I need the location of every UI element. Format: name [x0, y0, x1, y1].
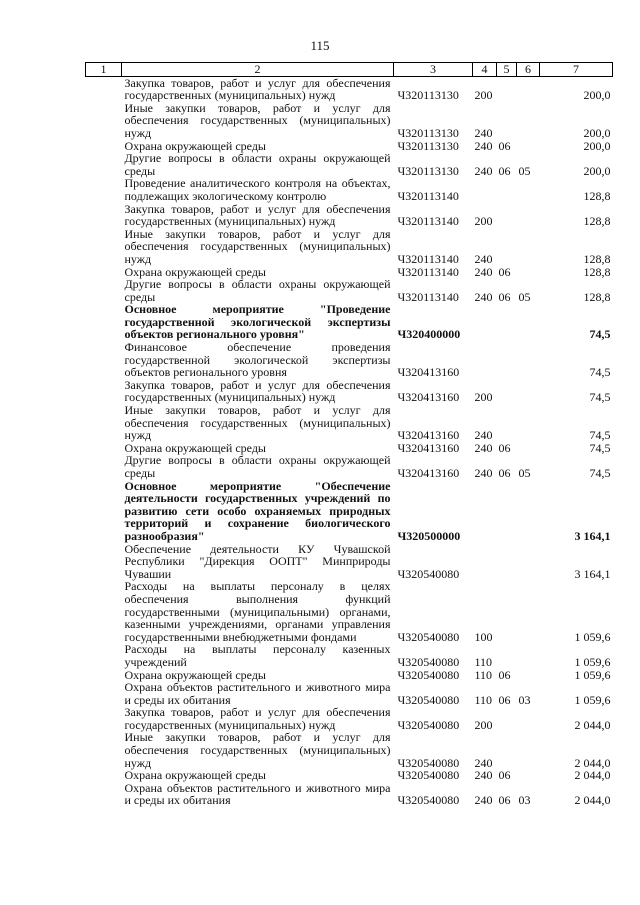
row-amount-cell: 74,5 — [589, 390, 611, 405]
row-blank-cell — [86, 669, 122, 682]
row-rz-cell — [497, 341, 517, 379]
row-amount-cell: 2 044,0 — [574, 793, 611, 808]
row-rz-cell — [497, 379, 517, 404]
row-code-cell: Ч320540080 — [397, 629, 460, 644]
row-vr-cell: 240 — [474, 440, 493, 455]
row-pr-cell — [517, 228, 540, 266]
row-name-cell: Расходы на выплаты персоналу в целях обеспечения выполнения функций государственными (муниципальными) органами, казенными учреждениями, органами управления государственными внебюджетными фондами — [124, 579, 391, 644]
row-code-cell: Ч320540080 — [397, 654, 460, 669]
table-row — [86, 102, 613, 140]
row-pr-cell — [517, 102, 540, 140]
page-number: 115 — [310, 38, 330, 53]
row-name-cell: Охрана объектов растительного и животного мира и среды их обитания — [124, 680, 391, 707]
row-rz-cell: 06 — [498, 667, 511, 682]
row-code-cell: Ч320540080 — [397, 793, 460, 808]
row-code-cell: Ч320113140 — [397, 214, 459, 229]
row-blank-cell — [86, 303, 122, 341]
row-blank-cell — [86, 278, 122, 303]
row-vr-cell: 240 — [474, 163, 493, 178]
row-rz-cell — [497, 177, 517, 202]
row-rz-cell — [497, 404, 517, 442]
row-amount-cell: 128,8 — [583, 188, 611, 203]
row-blank-cell — [86, 769, 122, 782]
row-code-cell: Ч320113130 — [397, 125, 459, 140]
row-code-cell: Ч320540080 — [397, 755, 460, 770]
row-pr-cell — [517, 580, 540, 643]
row-rz-cell — [497, 102, 517, 140]
row-amount-cell: 200,0 — [583, 88, 611, 103]
row-blank-cell — [86, 480, 122, 543]
row-vr-cell: 240 — [474, 755, 493, 770]
row-code-cell: Ч320413160 — [397, 365, 460, 380]
row-blank-cell — [86, 140, 122, 153]
row-vr-cell: 110 — [474, 692, 493, 707]
row-code-cell: Ч320113140 — [397, 289, 459, 304]
row-name-cell: Проведение аналитического контроля на объектах, подлежащих экологическому контролю — [124, 176, 391, 203]
row-vr-cell: 240 — [474, 793, 493, 808]
row-blank-cell — [86, 177, 122, 202]
row-pr-cell — [517, 769, 540, 782]
row-blank-cell — [86, 266, 122, 279]
row-code-cell: Ч320540080 — [397, 692, 460, 707]
row-vr-cell — [473, 341, 497, 379]
row-pr-cell — [517, 140, 540, 153]
header-col-6: 6 — [517, 63, 540, 77]
row-rz-cell — [497, 480, 517, 543]
row-name-cell: Охрана окружающей среды — [124, 667, 266, 682]
row-blank-cell — [86, 102, 122, 140]
row-vr-cell: 110 — [474, 667, 493, 682]
row-blank-cell — [86, 404, 122, 442]
row-amount-cell: 128,8 — [583, 251, 611, 266]
row-blank-cell — [86, 341, 122, 379]
row-blank-cell — [86, 731, 122, 769]
table-row — [86, 782, 613, 807]
row-name-cell: Иные закупки товаров, работ и услуг для обеспечения государственных (муниципальных) нужд — [124, 403, 391, 443]
row-amount-cell: 1 059,6 — [574, 667, 611, 682]
row-code-cell: Ч320500000 — [397, 528, 461, 543]
row-blank-cell — [86, 706, 122, 731]
table-row — [86, 543, 613, 581]
table-row — [86, 731, 613, 769]
row-blank-cell — [86, 442, 122, 455]
row-name-cell: Охрана окружающей среды — [124, 440, 266, 455]
row-amount-cell: 2 044,0 — [574, 755, 611, 770]
row-amount-cell: 74,5 — [589, 327, 611, 342]
budget-table — [85, 62, 613, 807]
table-row — [86, 152, 613, 177]
row-blank-cell — [86, 543, 122, 581]
row-rz-cell: 06 — [498, 289, 511, 304]
row-blank-cell — [86, 76, 122, 102]
table-row — [86, 643, 613, 668]
row-rz-cell: 06 — [498, 692, 511, 707]
row-pr-cell — [517, 442, 540, 455]
row-vr-cell: 240 — [474, 138, 493, 153]
row-rz-cell — [497, 580, 517, 643]
row-rz-cell — [497, 643, 517, 668]
row-rz-cell: 06 — [498, 163, 511, 178]
table-row — [86, 706, 613, 731]
row-blank-cell — [86, 454, 122, 479]
table-row — [86, 278, 613, 303]
table-row — [86, 480, 613, 543]
row-pr-cell — [517, 643, 540, 668]
row-code-cell: Ч320540080 — [397, 717, 460, 732]
row-pr-cell — [517, 543, 540, 581]
row-name-cell: Охрана окружающей среды — [124, 138, 266, 153]
table-row — [86, 303, 613, 341]
row-rz-cell — [497, 228, 517, 266]
row-code-cell: Ч320113130 — [397, 138, 459, 153]
row-amount-cell: 74,5 — [589, 440, 611, 455]
row-vr-cell: 110 — [474, 654, 493, 669]
row-name-cell: Другие вопросы в области охраны окружающей среды — [124, 151, 391, 178]
row-amount-cell: 200,0 — [583, 138, 611, 153]
row-pr-cell — [517, 404, 540, 442]
row-pr-cell: 05 — [518, 466, 531, 480]
row-pr-cell — [517, 731, 540, 769]
row-name-cell: Охрана окружающей среды — [124, 264, 266, 279]
row-amount-cell: 74,5 — [589, 466, 611, 480]
row-amount-cell: 74,5 — [589, 428, 611, 443]
table-row — [86, 769, 613, 782]
row-amount-cell: 200,0 — [583, 125, 611, 140]
row-code-cell: Ч320540080 — [397, 667, 460, 682]
row-code-cell: Ч320413160 — [397, 440, 460, 455]
row-rz-cell: 06 — [498, 793, 511, 808]
row-name-cell: Другие вопросы в области охраны окружающей среды — [124, 453, 391, 480]
row-amount-cell: 128,8 — [583, 264, 611, 279]
row-rz-cell: 06 — [498, 138, 511, 153]
row-blank-cell — [86, 643, 122, 668]
header-col-1: 1 — [86, 63, 122, 77]
row-vr-cell: 200 — [474, 88, 493, 103]
row-pr-cell — [517, 706, 540, 731]
row-rz-cell — [497, 303, 517, 341]
row-pr-cell: 03 — [518, 692, 531, 707]
row-name-cell: Финансовое обеспечение проведения государственной экологической экспертизы объектов регионального уровня — [124, 340, 391, 380]
row-name-cell: Обеспечение деятельности КУ Чувашской Республики "Дирекция ООПТ" Минприроды Чувашии — [124, 541, 391, 581]
row-code-cell: Ч320413160 — [397, 466, 460, 480]
row-amount-cell: 74,5 — [589, 365, 611, 380]
row-rz-cell — [497, 76, 517, 102]
row-name-cell: Закупка товаров, работ и услуг для обеспечения государственных (муниципальных) нужд — [124, 705, 391, 732]
row-vr-cell — [473, 177, 497, 202]
row-name-cell: Охрана окружающей среды — [124, 768, 266, 783]
row-name-cell: Закупка товаров, работ и услуг для обеспечения государственных (муниципальных) нужд — [124, 75, 391, 103]
row-vr-cell: 240 — [474, 768, 493, 783]
row-name-cell: Закупка товаров, работ и услуг для обеспечения государственных (муниципальных) нужд — [124, 201, 391, 229]
row-blank-cell — [86, 379, 122, 404]
row-blank-cell — [86, 228, 122, 266]
row-rz-cell: 06 — [498, 768, 511, 783]
table-row — [86, 404, 613, 442]
table-row — [86, 177, 613, 202]
row-pr-cell — [517, 480, 540, 543]
row-pr-cell: 03 — [518, 793, 531, 808]
row-rz-cell — [497, 731, 517, 769]
row-code-cell: Ч320113140 — [397, 264, 459, 279]
row-pr-cell — [517, 177, 540, 202]
row-vr-cell: 240 — [474, 428, 493, 443]
row-blank-cell — [86, 782, 122, 807]
row-amount-cell: 1 059,6 — [574, 629, 611, 644]
row-pr-cell — [517, 266, 540, 279]
row-name-cell: Охрана объектов растительного и животного мира и среды их обитания — [124, 780, 391, 808]
table-header-row — [86, 63, 613, 77]
row-rz-cell — [497, 706, 517, 731]
row-amount-cell: 128,8 — [583, 214, 611, 229]
row-pr-cell — [517, 203, 540, 228]
row-blank-cell — [86, 580, 122, 643]
row-name-cell: Другие вопросы в области охраны окружающей среды — [124, 277, 391, 304]
table-row — [86, 379, 613, 404]
header-col-7: 7 — [540, 63, 613, 77]
row-vr-cell: 240 — [474, 125, 493, 140]
header-col-4: 4 — [473, 63, 497, 77]
row-vr-cell: 240 — [474, 264, 493, 279]
row-code-cell: Ч320540080 — [397, 566, 460, 581]
row-pr-cell — [517, 303, 540, 341]
row-name-cell: Иные закупки товаров, работ и услуг для обеспечения государственных (муниципальных) нужд — [124, 730, 391, 770]
row-amount-cell: 3 164,1 — [574, 528, 611, 543]
row-pr-cell: 05 — [518, 163, 531, 178]
table-row — [86, 228, 613, 266]
row-blank-cell — [86, 152, 122, 177]
row-vr-cell: 240 — [474, 289, 493, 304]
row-amount-cell: 2 044,0 — [574, 768, 611, 783]
row-pr-cell — [517, 379, 540, 404]
row-vr-cell: 200 — [474, 390, 493, 405]
row-vr-cell: 100 — [474, 629, 493, 644]
row-vr-cell: 200 — [474, 717, 493, 732]
table-row — [86, 341, 613, 379]
row-code-cell: Ч320413160 — [397, 390, 460, 405]
row-pr-cell — [517, 669, 540, 682]
row-rz-cell — [497, 543, 517, 581]
table-row — [86, 203, 613, 228]
row-code-cell: Ч320540080 — [397, 768, 460, 783]
row-pr-cell: 05 — [518, 289, 531, 304]
row-amount-cell: 2 044,0 — [574, 717, 611, 732]
row-blank-cell — [86, 681, 122, 706]
row-name-cell: Основное мероприятие "Обеспечение деятельности государственных учреждений по развитию сети особо охраняемых природных территорий и сохранение биологического разнообразия" — [124, 478, 391, 543]
row-rz-cell: 06 — [498, 440, 511, 455]
row-rz-cell — [497, 203, 517, 228]
row-amount-cell: 128,8 — [583, 289, 611, 304]
row-blank-cell — [86, 203, 122, 228]
header-col-5: 5 — [497, 63, 517, 77]
row-amount-cell: 200,0 — [583, 163, 611, 178]
row-code-cell: Ч320400000 — [397, 327, 461, 342]
row-rz-cell: 06 — [498, 264, 511, 279]
row-name-cell: Иные закупки товаров, работ и услуг для обеспечения государственных (муниципальных) нужд — [124, 100, 391, 140]
row-vr-cell: 240 — [474, 251, 493, 266]
table-row — [86, 681, 613, 706]
row-name-cell: Расходы на выплаты персоналу казенных учреждений — [124, 642, 391, 669]
row-code-cell: Ч320413160 — [397, 428, 460, 443]
row-amount-cell: 3 164,1 — [574, 566, 611, 581]
table-row — [86, 580, 613, 643]
row-amount-cell: 1 059,6 — [574, 654, 611, 669]
row-name-cell: Основное мероприятие "Проведение государственной экологической экспертизы объектов регионального уровня" — [124, 302, 391, 342]
row-code-cell: Ч320113130 — [397, 88, 459, 103]
row-vr-cell: 200 — [474, 214, 493, 229]
row-name-cell: Закупка товаров, работ и услуг для обеспечения государственных (муниципальных) нужд — [124, 377, 391, 405]
row-code-cell: Ч320113130 — [397, 163, 459, 178]
row-pr-cell — [517, 76, 540, 102]
row-code-cell: Ч320113140 — [397, 251, 459, 266]
row-pr-cell — [517, 341, 540, 379]
row-name-cell: Иные закупки товаров, работ и услуг для обеспечения государственных (муниципальных) нужд — [124, 226, 391, 266]
table-row — [86, 76, 613, 102]
header-col-2: 2 — [122, 63, 394, 77]
row-amount-cell: 1 059,6 — [574, 692, 611, 707]
header-col-3: 3 — [394, 63, 473, 77]
row-vr-cell: 240 — [474, 466, 493, 480]
row-rz-cell: 06 — [498, 466, 511, 480]
table-row — [86, 454, 613, 479]
row-vr-cell — [473, 543, 497, 581]
row-vr-cell — [473, 303, 497, 341]
row-vr-cell — [473, 480, 497, 543]
row-code-cell: Ч320113140 — [397, 188, 459, 203]
